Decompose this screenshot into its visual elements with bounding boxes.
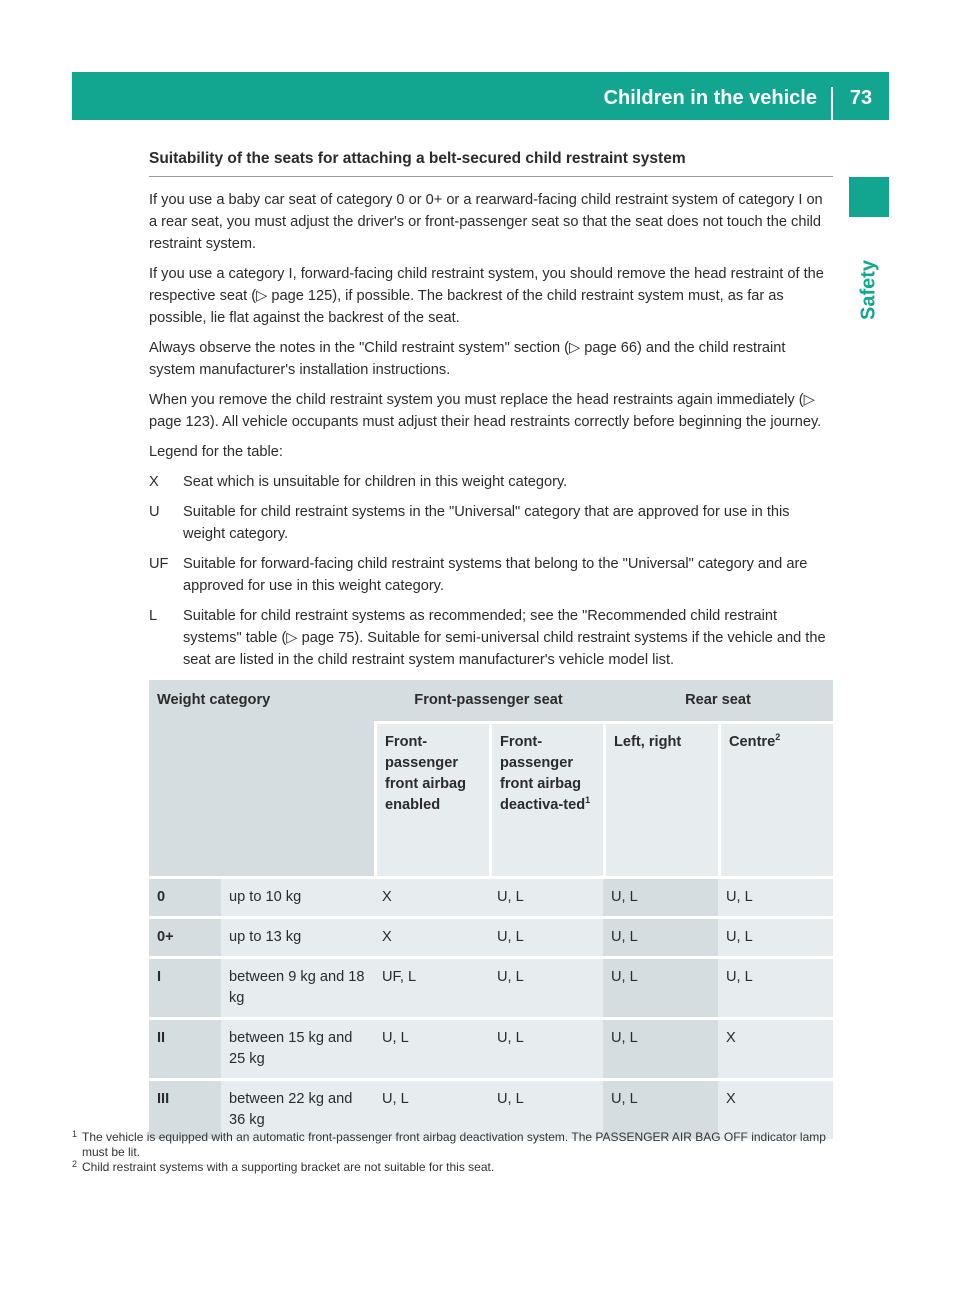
cell-airbag-deactivated: U, L xyxy=(489,1017,603,1078)
subheader-airbag-deactivated: Front-passenger front airbag deactiva-ted$^1$ xyxy=(489,721,603,876)
legend-code: UF xyxy=(149,556,169,572)
subheader-centre: Centre$^2$ xyxy=(718,721,833,876)
cell-left-right: U, L xyxy=(603,916,718,956)
cell-category: 0+ xyxy=(149,916,221,956)
footnote xyxy=(72,1130,833,1160)
header-rear-seat: Rear seat xyxy=(603,680,833,721)
table-row xyxy=(149,876,833,916)
header-front-passenger-seat: Front-passenger seat xyxy=(374,680,603,721)
footnote-ref: 2 xyxy=(775,732,781,743)
seat-suitability-table xyxy=(149,680,833,1139)
legend-text: Suitable for child restraint systems in the "Universal" category that are approved for use in this weight category. xyxy=(183,504,790,542)
cell-weight: up to 13 kg xyxy=(221,916,374,956)
legend-code: X xyxy=(149,474,159,490)
cell-airbag-deactivated: U, L xyxy=(489,916,603,956)
cell-airbag-deactivated: U, L xyxy=(489,956,603,1017)
table-row xyxy=(149,916,833,956)
side-tab xyxy=(847,230,891,350)
cell-centre: U, L xyxy=(718,876,833,916)
cell-weight: between 9 kg and 18 kg xyxy=(221,956,374,1017)
header-weight-category: Weight category xyxy=(149,680,374,876)
footnote-number: 2 xyxy=(72,1159,78,1169)
side-tab-marker xyxy=(849,177,889,217)
cell-left-right: U, L xyxy=(603,1078,718,1139)
cell-airbag-enabled: X xyxy=(374,876,489,916)
legend-item xyxy=(149,501,833,545)
cell-left-right: U, L xyxy=(603,1017,718,1078)
legend-item xyxy=(149,471,833,493)
legend-text: Suitable for child restraint systems as recommended; see the "Recommended child restraint systems" table (▷ page 75). Suitable for semi-universal child restraint systems if the vehicle and the seat are listed in the child restraint system manufacturer's vehicle model list. xyxy=(183,608,826,668)
footnote-number: 1 xyxy=(72,1129,78,1139)
cell-category: II xyxy=(149,1017,221,1078)
page-number: 73 xyxy=(849,87,873,109)
cell-centre: U, L xyxy=(718,916,833,956)
footnotes xyxy=(72,1130,833,1175)
paragraph: If you use a baby car seat of category 0 or 0+ or a rearward-facing child restraint system of category I on a rear seat, you must adjust the driver's or front-passenger seat so that the seat does not touch the child restraint system. xyxy=(149,192,823,252)
cell-category: III xyxy=(149,1078,221,1139)
legend-code: L xyxy=(149,608,158,624)
footnote-text: The vehicle is equipped with an automatic front-passenger front airbag deactivation system. The PASSENGER AIR BAG OFF indicator lamp must be lit. xyxy=(82,1130,826,1159)
cell-airbag-enabled: U, L xyxy=(374,1078,489,1139)
legend-code: U xyxy=(149,504,160,520)
cell-weight: between 15 kg and 25 kg xyxy=(221,1017,374,1078)
cell-centre: X xyxy=(718,1078,833,1139)
cell-airbag-enabled: X xyxy=(374,916,489,956)
cell-left-right: U, L xyxy=(603,876,718,916)
paragraph: When you remove the child restraint system you must replace the head restraints again immediately (▷ page 123). All vehicle occupants must adjust their head restraints correctly before beginning the journey. xyxy=(149,392,822,430)
footnote xyxy=(72,1160,833,1175)
cell-weight: up to 10 kg xyxy=(221,876,374,916)
cell-airbag-deactivated: U, L xyxy=(489,1078,603,1139)
paragraph: Always observe the notes in the "Child restraint system" section (▷ page 66) and the child restraint system manufacturer's installation instructions. xyxy=(149,340,786,378)
table-row xyxy=(149,1017,833,1078)
legend-item xyxy=(149,553,833,597)
cell-left-right: U, L xyxy=(603,956,718,1017)
table-row xyxy=(149,956,833,1017)
cell-airbag-deactivated: U, L xyxy=(489,876,603,916)
legend-item xyxy=(149,605,833,671)
cell-airbag-enabled: U, L xyxy=(374,1017,489,1078)
legend-text: Seat which is unsuitable for children in this weight category. xyxy=(183,474,568,490)
page-header-bar xyxy=(72,72,889,120)
cell-category: 0 xyxy=(149,876,221,916)
main-content xyxy=(149,150,833,671)
chapter-title: Children in the vehicle xyxy=(604,87,833,120)
cell-airbag-enabled: UF, L xyxy=(374,956,489,1017)
subheader-airbag-enabled: Front-passenger front airbag enabled xyxy=(374,721,489,876)
footnote-ref: 1 xyxy=(585,795,591,806)
footnote-text: Child restraint systems with a supporting bracket are not suitable for this seat. xyxy=(82,1160,495,1174)
side-tab-label: Safety xyxy=(857,259,880,321)
legend-heading: Legend for the table: xyxy=(149,444,283,460)
legend-text: Suitable for forward-facing child restraint systems that belong to the "Universal" category and are approved for use in this weight category. xyxy=(183,556,808,594)
cell-weight: between 22 kg and 36 kg xyxy=(221,1078,374,1139)
cell-centre: U, L xyxy=(718,956,833,1017)
cell-category: I xyxy=(149,956,221,1017)
subheader-left-right: Left, right xyxy=(603,721,718,876)
cell-centre: X xyxy=(718,1017,833,1078)
section-title: Suitability of the seats for attaching a belt-secured child restraint system xyxy=(149,150,833,177)
table-header-row xyxy=(149,680,833,721)
paragraph: If you use a category I, forward-facing child restraint system, you should remove the head restraint of the respective seat (▷ page 125), if possible. The backrest of the child restraint system must, as far as possible, lie flat against the backrest of the seat. xyxy=(149,266,824,326)
